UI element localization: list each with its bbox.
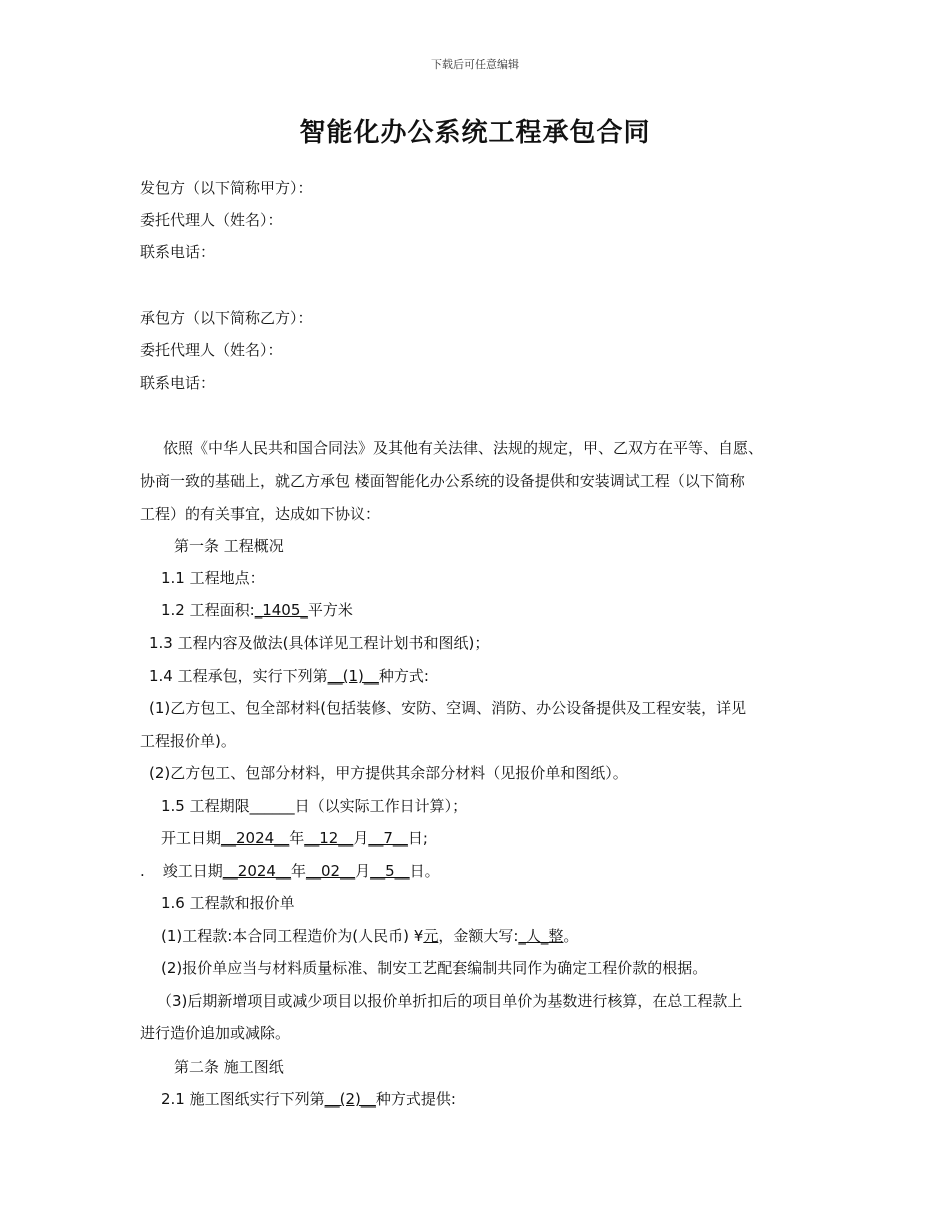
contract-method-value: __(1)__ [327,667,379,685]
intro-line-3: 工程）的有关事宜，达成如下协议： [140,505,381,523]
start-month: __12__ [304,829,354,847]
end-date-label: 竣工日期 [162,862,223,880]
intro-line-1: 依照《中华人民共和国合同法》及其他有关法律、法规的规定，甲、乙双方在平等、自愿、 [163,439,764,457]
start-month-unit: 月 [353,829,369,847]
contract-title: 智能化办公系统工程承包合同 [299,118,651,148]
section-2-1-suffix: 种方式提供: [375,1090,456,1108]
price-item-3-line-1: （3)后期新增项目或减少项目以报价单折扣后的项目单价为基数进行核算，在总工程款上 [157,992,743,1010]
section-1-1: 1.1 工程地点： [161,569,265,587]
start-day-unit: 日; [407,829,428,847]
start-year-unit: 年 [289,829,305,847]
intro-line-2: 协商一致的基础上，就乙方承包 楼面智能化办公系统的设备提供和安装调试工程（以下简称 [140,472,745,490]
end-year-unit: 年 [290,862,306,880]
start-date-line [161,828,428,848]
price-item-3-line-2: 进行造价追加或减除。 [140,1024,291,1042]
start-year: __2024__ [221,829,290,847]
section-1-5-suffix: 日（以实际工作日计算）； [294,797,468,815]
price-item-1-label: (1)工程款:本合同工程造价为(人民币) ¥ [161,927,424,945]
article-1-heading: 第一条 工程概况 [174,537,284,555]
price-item-1-mid: ，金额大写: [438,927,519,945]
price-item-1-end: 。 [563,927,579,945]
end-date-line [140,861,440,881]
price-currency-unit: 元 [423,927,439,945]
section-1-2-label: 1.2 工程面积: [161,601,255,619]
section-1-3: 1.3 工程内容及做法(具体详见工程计划书和图纸)； [149,634,490,652]
option-2: (2)乙方包工、包部分材料，甲方提供其余部分材料（见报价单和图纸）。 [149,764,628,782]
price-item-2: (2)报价单应当与材料质量标准、制安工艺配套编制共同作为确定工程价款的根据。 [161,959,708,977]
start-day: __7__ [368,829,408,847]
section-1-4-label: 1.4 工程承包，实行下列第 [149,667,328,685]
duration-blank: ______ [249,797,295,815]
end-day-unit: 日。 [409,862,440,880]
start-date-label: 开工日期 [161,829,222,847]
section-1-6: 1.6 工程款和报价单 [161,894,295,912]
party-a-agent-label: 委托代理人（姓名）： [140,211,283,229]
article-2-heading: 第二条 施工图纸 [174,1058,284,1076]
section-1-4-suffix: 种方式: [378,667,429,685]
party-b-name-label: 承包方（以下简称乙方）： [140,309,313,327]
option-1-line-1: (1)乙方包工、包全部材料(包括装修、安防、空调、消防、办公设备提供及工程安装，详见 [149,699,747,717]
price-amount-words: _人_整 [518,927,564,945]
party-a-name-label: 发包方（以下简称甲方）： [140,179,313,197]
section-1-4 [149,666,429,686]
area-value: _1405_ [254,601,308,619]
end-day: __5__ [370,862,410,880]
drawing-method-value: __(2)__ [324,1090,376,1108]
party-b-phone-label: 联系电话： [140,374,216,392]
section-1-5 [161,796,467,816]
end-month: __02__ [306,862,356,880]
end-year: __2024__ [222,862,291,880]
section-2-1 [161,1089,456,1109]
end-month-unit: 月 [355,862,371,880]
section-2-1-label: 2.1 施工图纸实行下列第 [161,1090,325,1108]
price-item-1 [161,926,578,946]
section-1-2 [161,600,353,620]
end-date-prefix: . [140,862,145,880]
header-note: 下载后可任意编辑 [431,58,519,71]
area-unit: 平方米 [307,601,353,619]
section-1-5-label: 1.5 工程期限 [161,797,250,815]
option-1-line-2: 工程报价单)。 [140,732,236,750]
party-a-phone-label: 联系电话： [140,243,216,261]
party-b-agent-label: 委托代理人（姓名）： [140,341,283,359]
